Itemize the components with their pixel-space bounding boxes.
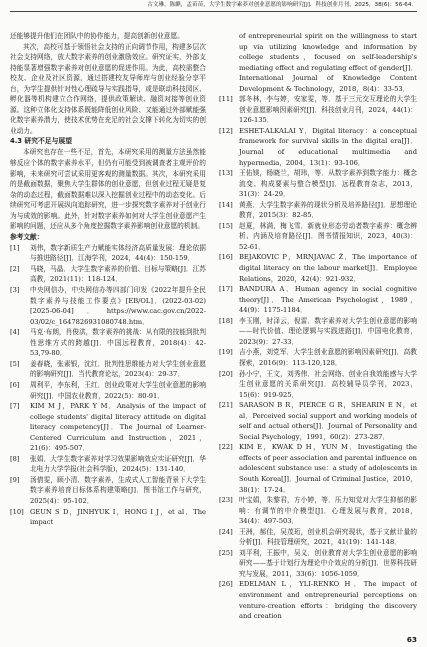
reference-text: of entrepreneurial spirit on the willingness to start up via utilizing knowledge and information by college students，focused on self-leadership's mediating effect and regulating effect of gender[J]．International Journal of Knowledge Content Development & Technology，2018，8(4)：33-53．: [239, 32, 417, 93]
reference-text: 姜春晓，张素银，沈红．批判性思维能力对大学生创业意愿的影响研究[J]．当代教育论坛，2023(4)：29-37．: [30, 359, 206, 379]
reference-item: [10, 507, 206, 528]
reference-number: [6]: [10, 380, 20, 389]
running-header: 古文琳，陈麒，孟苗苗，大学生数字素养对创业意愿的影响研究[J]．科技创业月刊，2025，38(6)：56-64．: [10, 0, 417, 12]
reference-text: KIM M J，PARK Y M．Analysis of the impact of college students' digital literacy attitude on digital literacy competency[J]．The Journal of Learner-Centered Curriculum and Instruction，2021，21(6)：495-507．: [30, 402, 206, 453]
reference-item: [10, 264, 206, 285]
reference-text: BEJAKOVIC P，MRNJAVAC Ž．The importance of digital literacy on the labour market[J]．Employee Relations，2020，42(4)：921-932．: [239, 253, 417, 283]
reference-list: [10, 243, 206, 528]
reference-item: [219, 495, 417, 527]
reference-item: [219, 369, 417, 401]
reference-item: [10, 475, 206, 507]
reference-text: 刘平利，王振中，吴义．创业教育对大学生创业意愿的影响研究——基于计划行为理论中介效应的分析[J]．世界科技研究与发展，2011，33(6)：1056-1059．: [239, 548, 417, 578]
reference-number: [10]: [10, 507, 24, 516]
reference-item: [219, 252, 417, 284]
reference-text: 叶宝娟，朱黎君，方小婷，等．压力知觉对大学生抑郁的影响：有调节的中介模型[J]．心理发展与教育，2018，34(4)：497-503．: [239, 496, 417, 526]
reference-list: [219, 31, 417, 622]
reference-item: [219, 31, 417, 94]
reference-number: [18]: [219, 316, 233, 325]
reference-item: [10, 243, 206, 264]
reference-text: 周利平，李东利，王红．创业政策对大学生创业意愿的影响研究[J]．中国农业教育，2022(5)：80-91．: [30, 380, 206, 400]
reference-item: [219, 400, 417, 442]
reference-number: [23]: [219, 496, 233, 505]
reference-text: 郭冬林，李与婷，安家雯，等．基于三元交互理论的大学生创业意愿影响因素研究[J]．科技创业月刊，2024，44(1)：126-135．: [239, 95, 417, 125]
reference-item: [219, 221, 417, 253]
body-paragraph: 本研究也存在一些不足，首先，本研究采用的测量方法虽然能够反应个体的数字素养水平，但仍有可能受到被调查者主观评价的影响，未来研究可尝试采用更客观的测量数据。其次，本研究采用的是截面数据，聚焦大学生群体的创业意愿，但创业过程无疑是复杂的动态过程，截面数据难以深入挖掘创业过程中的动态变化。后续研究可考虑开展纵向追踪研究，进一步探究数字素养对于创业行为与成效的影响。此外，针对数字素养如何对大学生创业意愿产生影响的问题，还应从多个角度挖掘数字素养影响创业意愿的机制。: [10, 148, 206, 231]
reference-item: [219, 316, 417, 348]
reference-text: 李玉刚，时泽云，倪雷．数字素养对大学生创业意愿的影响——时代价值、理论逻辑与实践进路[J]．中国电化教育，2023(9)：27-33．: [239, 316, 417, 346]
reference-number: [12]: [219, 126, 233, 135]
reference-text: 孙小宁，王文，刘秀伟．社会网络、创业自我效能感与大学生创业意愿的关系研究[J]．高校辅导员学刊，2023，15(6)：919-925．: [239, 369, 417, 399]
reference-text: ESHET-ALKALAI Y．Digital literacy：a conceptual framework for survival skills in the digital era[J]．Journal of educational multimedia and hypermedia，2004，13(1)：93-106．: [239, 126, 417, 167]
reference-number: [17]: [219, 285, 233, 294]
reference-text: 汤倩雯，顾小清．数字素养，生成式人工智能背景下大学生数字素养培育目标体系构建策略[J]．图书馆工作与研究，2025(4)：95-102．: [30, 475, 206, 505]
reference-number: [22]: [219, 443, 233, 452]
reference-number: [13]: [219, 169, 233, 178]
reference-item: [10, 401, 206, 454]
body-paragraph: 其次，高校可基于领悟社会支持的正向调节作用，构建多层次社会支持网络，放大数字素养的创业激励效应。研究证实，外部支持能显著增强数字素养对创业意愿的促进作用。为此，高校需整合校友、企业及社区资源，通过搭建校友导师库与创业经验分享平台，为学生提供针对性心理疏导与实践指导，或是联动科技园区、孵化器等机构建立合作网络，提供政策解读、融资对接等创业资源。这种立体化支持体系既能降低创业风险、又能通过外部赋能强化数字素养潜力，使技术优势在充足的社会支撑下转化为切实的创业动力。: [10, 42, 206, 135]
reference-text: KIM E，KWAK D H，YUN M．Investigating the effects of peer association and parental influence on adolescent substance use：a study of adolescents in South Korea[J]．Journal of Criminal Justice，2010，38(1)：17-24．: [239, 443, 417, 494]
reference-text: 张娟．大学生数字素养对学习效果影响效应实证研究[J]．华北电力大学学报(社会科学版)，2024(5)：131-140．: [30, 454, 206, 474]
reference-text: 刘伟，数字新质生产力赋能实体经济高质量发展：理论依据与推进路径[J]．江海学刊，2024，44(4)：150-159．: [30, 243, 206, 263]
reference-text: 中央网信办，中央网信办等四部门印发《2022年提升全民数字素养与技能工作要点》[EB/OL]．(2022-03-02)[2025-06-04]．https://www.cac.gov.cn/2022-03/02/c_1647826931080748.htm．: [30, 286, 206, 326]
reference-text: SARASON B R，PIERCE G R，SHEARIN E N，et al．Perceived social support and working models of self and actual others[J]．Journal of Personality and Social Psychology，1991，60(2)：273-287．: [239, 401, 417, 441]
reference-text: 赵夏，林满，梅飞雪．新就业形态劳动者数字素养：概念辨析、内涵及培育路径[J]．图书情报知识，2023，40(3)：52-61．: [239, 221, 417, 251]
reference-number: [24]: [219, 527, 233, 536]
reference-number: [4]: [10, 328, 20, 337]
reference-number: [2]: [10, 264, 20, 273]
reference-number: [8]: [10, 454, 20, 463]
reference-text: 黄燕．大学生数字素养的现状分析及培养路径[J]．思想理论教育，2015(3)：82-85．: [239, 200, 417, 220]
reference-number: [9]: [10, 475, 20, 484]
body-paragraph: 还能够提升他们在团队中的协作能力，提高创新创业意愿。: [10, 32, 184, 40]
reference-item: [219, 168, 417, 200]
right-column: [219, 31, 417, 631]
reference-number: [5]: [10, 359, 20, 368]
reference-number: [25]: [219, 548, 233, 557]
page-number: 63: [406, 635, 417, 644]
reference-text: 王佑镁，杨晓兰，胡玮，等．从数字素养到数字能力：概念流变、构成要素与整合模型[J]．远程教育杂志，2013，31(3)：24-29．: [239, 169, 417, 199]
reference-number: [7]: [10, 402, 20, 411]
reference-text: EDELMAN L，YLI-RENKO H．The impact of environment and entrepreneurial perceptions on venture-creation efforts：bridging the discovery and creation: [239, 580, 417, 621]
reference-number: [14]: [219, 200, 233, 209]
reference-text: 马晓，马晶．大学生数字素养的价值、目标与策略[J]．江苏高教，2021(11)：118-124．: [30, 264, 206, 284]
reference-item: [219, 579, 417, 621]
reference-number: [21]: [219, 401, 233, 410]
reference-item: [10, 285, 206, 327]
reference-number: [1]: [10, 243, 20, 252]
reference-item: [219, 94, 417, 126]
reference-number: [15]: [219, 221, 233, 230]
reference-item: [219, 126, 417, 168]
left-column: [10, 31, 206, 631]
reference-number: [26]: [219, 580, 233, 589]
reference-number: [11]: [219, 95, 233, 104]
reference-number: [19]: [219, 348, 233, 357]
reference-number: [16]: [219, 253, 233, 262]
reference-item: [10, 359, 206, 380]
reference-item: [219, 527, 417, 548]
reference-text: 吉小燕，刘党军．大学生创业意愿的影响因素研究[J]．高教探索，2016(9)：113-120,128．: [239, 348, 417, 367]
reference-text: GEUN S D，JINHYUK I，HONG I J，et al．The impact: [30, 507, 206, 527]
reference-text: 王洲，郝佳，吴茂珩，创业机会研究现状，基于文献计量的分析[J]．科技管理研究，2021，41(19)：141-148．: [239, 527, 417, 547]
section-title: 4.3 研究不足与展望: [10, 137, 72, 146]
reference-item: [10, 327, 206, 359]
reference-text: BANDURA A．Human agency in social cognitive theory[J]．The American Psychologist，1989，44(9)：1175-1184．: [239, 285, 417, 315]
reference-item: [219, 442, 417, 495]
reference-item: [219, 347, 417, 368]
reference-item: [219, 284, 417, 316]
reference-number: [20]: [219, 369, 233, 378]
reference-item: [219, 548, 417, 580]
references-label: 参考文献：: [10, 232, 44, 241]
reference-item: [219, 200, 417, 221]
reference-item: [10, 380, 206, 401]
reference-number: [3]: [10, 286, 20, 295]
reference-text: 马克·布朗，肖俊洪，数字素养的挑战：从有限的技能到批判性思维方式的跨越[J]．中国远程教育，2018(4)：42-53,79-80．: [30, 328, 206, 358]
reference-item: [10, 454, 206, 475]
